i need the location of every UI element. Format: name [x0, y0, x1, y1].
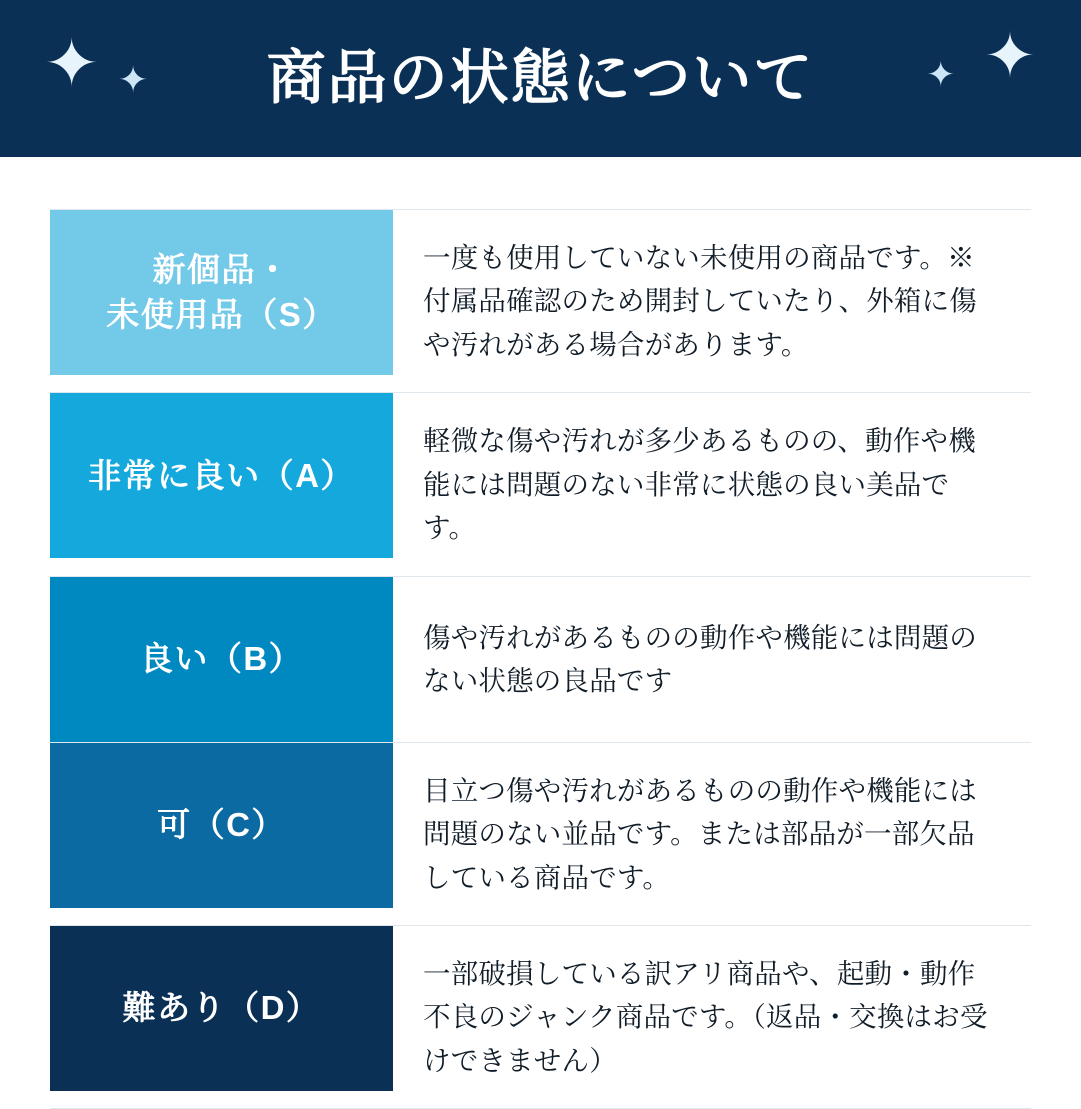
condition-description: 傷や汚れがあるものの動作や機能には問題のない状態の良品です: [423, 621, 977, 697]
condition-description: 一部破損している訳アリ商品や、起動・動作不良のジャンク商品です。（返品・交換はお受けできません）: [423, 957, 988, 1076]
page-header: [0, 0, 1081, 157]
condition-grade-label: 良い（B）: [50, 577, 393, 742]
table-row: [50, 209, 1031, 393]
page-title: 商品の状態について: [266, 45, 815, 111]
table-row: [50, 926, 1031, 1109]
condition-description: 一度も使用していない未使用の商品です。※付属品確認のため開封していたり、外箱に傷や汚れがある場合があります。: [423, 242, 977, 360]
table-row: [50, 393, 1031, 576]
condition-grade-line1: 新個品・: [152, 250, 291, 288]
condition-grade-label: [50, 210, 393, 375]
sparkle-icon: ✦: [118, 59, 149, 100]
sparkle-icon: ✦: [926, 56, 955, 94]
condition-grade-line2: 未使用品（S）: [106, 295, 337, 333]
condition-description: 目立つ傷や汚れがあるものの動作や機能には問題のない並品です。または部品が一部欠品している商品です。: [423, 774, 977, 893]
condition-grade-label: 非常に良い（A）: [50, 393, 393, 558]
sparkle-icon: ✦: [44, 26, 100, 100]
condition-grade-label: 可（C）: [50, 743, 393, 908]
table-row: [50, 577, 1031, 743]
condition-description: 軽微な傷や汚れが多少あるものの、動作や機能には問題のない非常に状態の良い美品です。: [423, 425, 976, 544]
condition-table: [50, 209, 1031, 1109]
table-row: [50, 743, 1031, 926]
sparkle-icon: ✦: [984, 22, 1036, 91]
condition-grade-label: 難あり（D）: [50, 926, 393, 1091]
